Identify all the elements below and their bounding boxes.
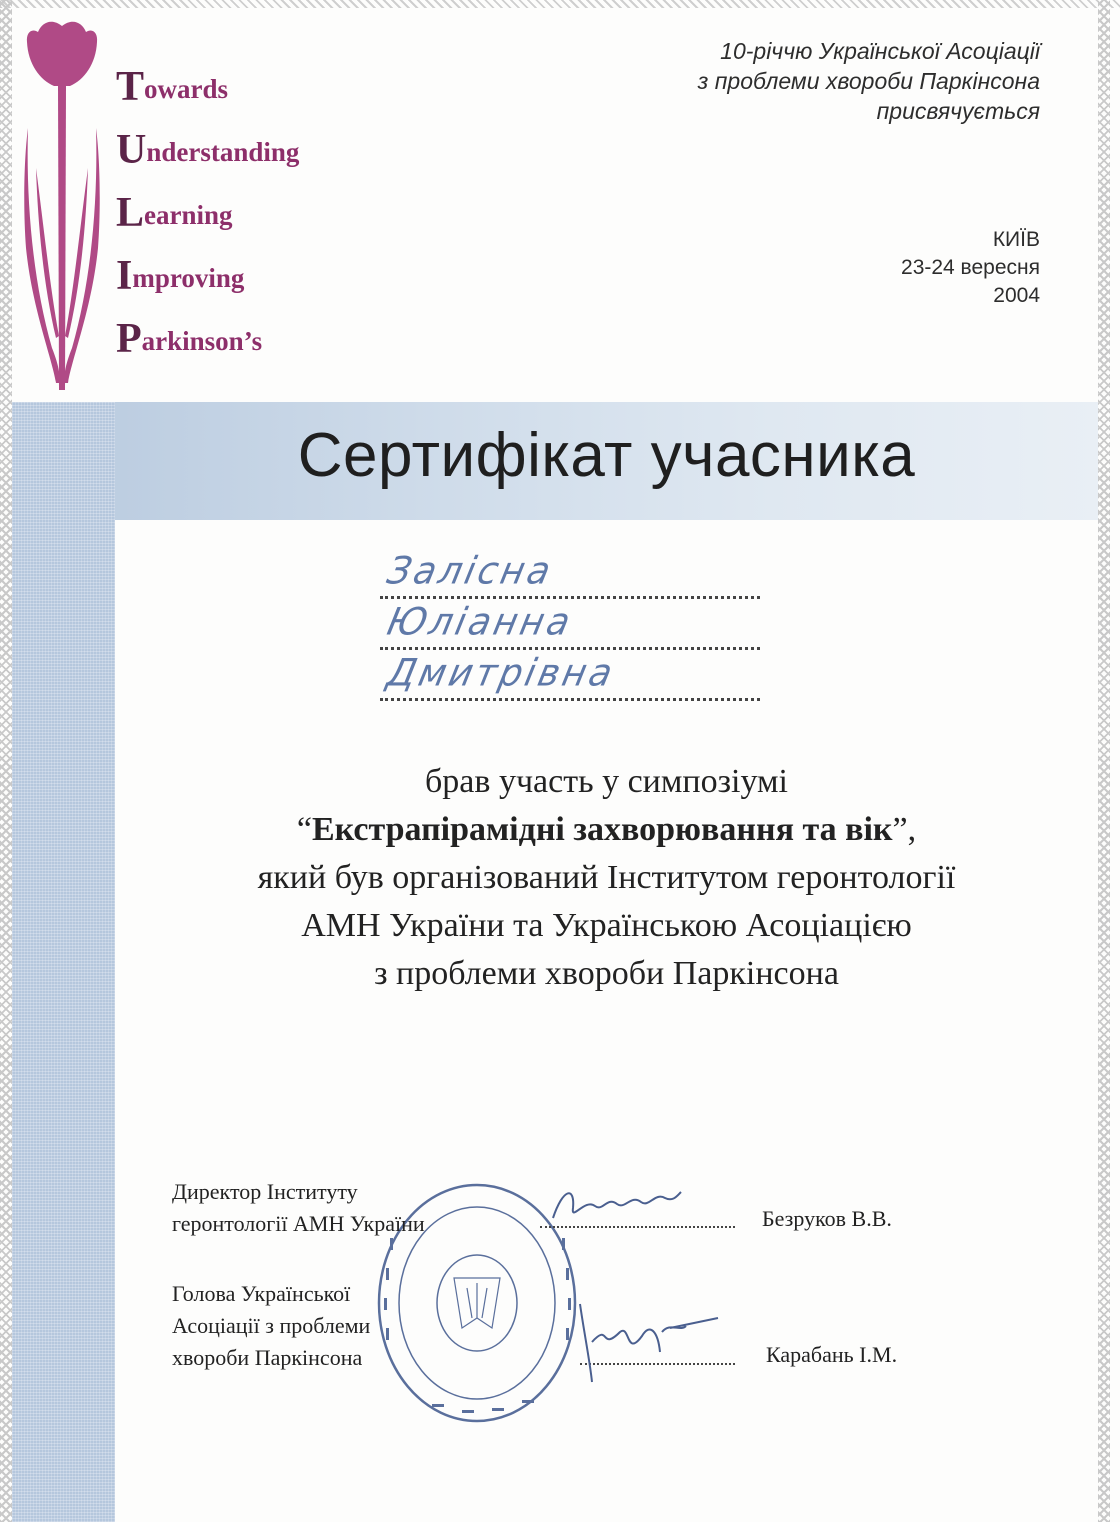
director-signature-icon xyxy=(545,1178,685,1236)
tulip-acronym xyxy=(116,56,299,371)
acronym-line: Towards xyxy=(116,64,229,110)
certificate-body: брав участь у симпозіумі “Екстрапірамідні захворювання та вік”, який був організований Інститутом геронтології АМН України та Українською Асоціацією з проблеми хвороби Паркінсона xyxy=(115,758,1098,998)
left-decorative-border xyxy=(0,0,12,1522)
acronym-line: Parkinson’s xyxy=(116,316,263,362)
association-head-title: Голова Української Асоціації з проблеми хвороби Паркінсона xyxy=(172,1281,371,1370)
participant-name xyxy=(380,548,760,701)
right-decorative-border xyxy=(1098,0,1110,1522)
given-name-line: Юліанна xyxy=(380,599,760,650)
surname-line: Заліcна xyxy=(380,548,760,599)
director-title: Директор Інституту геронтології АМН України xyxy=(172,1179,425,1236)
association-head-name: Карабань І.М. xyxy=(766,1342,898,1367)
patronymic-line: Дмитрівна xyxy=(380,650,760,701)
acronym-line: Understanding xyxy=(116,127,300,173)
symposium-name: “Екстрапірамідні захворювання та вік”, xyxy=(296,811,917,848)
tulip-logo-icon xyxy=(22,18,102,390)
director-name: Безруков В.В. xyxy=(762,1206,892,1231)
acronym-line: Improving xyxy=(116,253,245,299)
association-head-signature-icon xyxy=(570,1292,720,1390)
left-blue-strip xyxy=(12,402,115,1522)
certificate-title: Сертифікат учасника xyxy=(297,421,916,490)
acronym-line: Learning xyxy=(116,190,233,236)
event-place-date: КИЇВ 23-24 вересня 2004 xyxy=(901,228,1040,307)
dedication-text: 10-річчю Української Асоціації з проблеми хвороби Паркінсона присвячується xyxy=(697,38,1040,124)
top-decorative-border xyxy=(0,0,1120,8)
